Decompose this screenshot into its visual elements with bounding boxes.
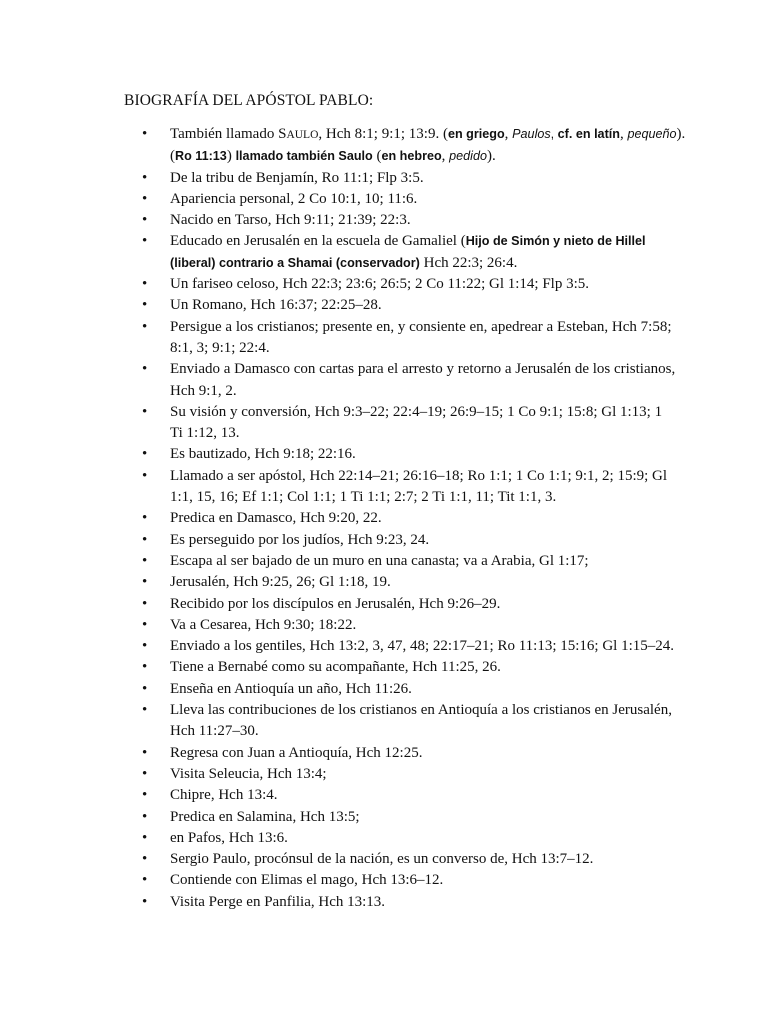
bullet-glyph: •	[142, 361, 148, 378]
bullet-item	[0, 764, 768, 785]
item-text-segment: AULO	[286, 129, 319, 141]
bullet-item	[0, 189, 768, 210]
bullet-glyph: •	[142, 787, 148, 804]
item-text-segment: Contiende con Elimas el mago, Hch 13:6–12.	[170, 872, 444, 889]
bullet-item	[0, 615, 768, 636]
bullet-item	[0, 828, 768, 849]
item-text-segment: Visita Perge en Panfilia, Hch 13:13.	[170, 893, 386, 910]
item-text-segment: (	[170, 148, 175, 165]
document-title: BIOGRAFÍA DEL APÓSTOL PABLO:	[124, 92, 374, 109]
bullet-item	[0, 274, 768, 295]
item-text-segment: Chipre, Hch 13:4.	[170, 787, 278, 804]
item-text-segment: Predica en Damasco, Hch 9:20, 22.	[170, 510, 382, 527]
bullet-item	[0, 551, 768, 572]
item-text-segment: en Pafos, Hch 13:6.	[170, 829, 288, 846]
item-text-segment: Un Romano, Hch 16:37; 22:25–28.	[170, 297, 382, 314]
item-text-segment: , Hch 8:1; 9:1; 13:9. (	[318, 126, 448, 142]
item-text-segment: Enviado a Damasco con cartas para el arresto y retorno a Jerusalén de los cristianos, Hch 9:1, 2.	[170, 361, 676, 399]
item-text-segment: ,	[550, 127, 558, 141]
bullet-glyph: •	[142, 276, 148, 293]
item-text-segment: Recibido por los discípulos en Jerusalén, Hch 9:26–29.	[170, 595, 501, 612]
item-text-segment: Escapa al ser bajado de un muro en una canasta; va a Arabia, Gl 1:17;	[170, 552, 589, 569]
bullet-item	[0, 700, 768, 743]
bullet-glyph: •	[142, 595, 148, 612]
bullet-glyph: •	[142, 552, 148, 569]
item-text-segment: )	[226, 148, 236, 165]
bullet-item	[0, 636, 768, 657]
item-text-segment: Llamado a ser apóstol, Hch 22:14–21; 26:16–18; Ro 1:1; 1 Co 1:1; 9:1, 2; 15:9; Gl	[170, 467, 668, 484]
item-text-segment: llamado también Saulo	[235, 149, 373, 164]
item-text-segment: ).	[487, 148, 496, 165]
bullet-glyph: •	[142, 403, 148, 420]
bullet-glyph: •	[142, 510, 148, 527]
bullet-item	[0, 402, 768, 445]
bullet-item	[0, 317, 768, 360]
item-text-segment: Visita Seleucia, Hch 13:4;	[170, 765, 327, 782]
item-text-segment: Va a Cesarea, Hch 9:30; 18:22.	[170, 616, 357, 633]
item-text-segment: ,	[441, 148, 450, 165]
bullet-item	[0, 594, 768, 615]
bullet-glyph: •	[142, 765, 148, 782]
item-text-segment: en hebreo	[381, 149, 442, 164]
bullet-item	[0, 679, 768, 700]
bullet-item	[0, 295, 768, 316]
item-text-segment: Su visión y conversión, Hch 9:3–22; 22:4–19; 26:9–15; 1 Co 9:1; 15:8; Gl 1:13; 1	[170, 403, 663, 420]
bullet-item	[0, 807, 768, 828]
bullet-glyph: •	[142, 893, 148, 910]
item-text-segment: Hch 22:3; 26:4.	[419, 254, 518, 271]
bullet-glyph: •	[142, 318, 148, 335]
item-text-segment: Tiene a Bernabé como su acompañante, Hch 11:25, 26.	[170, 659, 501, 676]
bullet-item	[0, 892, 768, 913]
bullet-glyph: •	[142, 702, 148, 719]
item-text-segment: ).	[676, 126, 686, 142]
bullet-item	[0, 444, 768, 465]
item-text-segment: Es perseguido por los judíos, Hch 9:23, 24.	[170, 531, 430, 548]
bullet-item	[0, 849, 768, 870]
bullet-glyph: •	[142, 659, 148, 676]
item-text-segment: Sergio Paulo, procónsul de la nación, es un converso de, Hch 13:7–12.	[170, 851, 594, 868]
bullet-glyph: •	[142, 212, 148, 229]
item-text-segment: cf. en latín	[557, 127, 620, 141]
item-text-segment: ,	[504, 126, 513, 142]
item-text-segment: Es bautizado, Hch 9:18; 22:16.	[170, 446, 356, 463]
bullet-item	[0, 530, 768, 551]
bullet-glyph: •	[142, 574, 148, 591]
item-text-segment: pequeño	[627, 127, 677, 141]
item-text-segment: De la tribu de Benjamín, Ro 11:1; Flp 3:5.	[170, 169, 424, 186]
bullet-glyph: •	[142, 680, 148, 697]
bullet-list	[0, 124, 768, 913]
bullet-glyph: •	[142, 467, 148, 484]
item-text-segment: pedido	[449, 149, 487, 164]
item-text-segment: (liberal) contrario a Shamai (conservador)	[170, 255, 420, 270]
item-text-segment: Paulos	[512, 127, 551, 141]
bullet-glyph: •	[142, 638, 148, 655]
bullet-glyph: •	[142, 126, 148, 142]
item-text-segment: También llamado S	[170, 126, 287, 142]
item-text-segment: Apariencia personal, 2 Co 10:1, 10; 11:6.	[170, 190, 418, 207]
item-text-segment: (	[372, 148, 382, 165]
bullet-item	[0, 508, 768, 529]
bullet-glyph: •	[142, 446, 148, 463]
item-text-segment: Enseña en Antioquía un año, Hch 11:26.	[170, 680, 412, 697]
bullet-item	[0, 231, 768, 274]
bullet-glyph: •	[142, 297, 148, 314]
bullet-item	[0, 359, 768, 402]
bullet-item	[0, 210, 768, 231]
bullet-item	[0, 785, 768, 806]
item-text-segment: Hijo de Simón y nieto de Hillel	[465, 234, 646, 249]
bullet-glyph: •	[142, 808, 148, 825]
item-text-segment: Ro 11:13	[175, 149, 227, 164]
item-text-segment: Ti 1:12, 13.	[170, 425, 240, 442]
bullet-glyph: •	[142, 616, 148, 633]
item-text-segment: Educado en Jerusalén en la escuela de Gamaliel (	[170, 233, 466, 250]
item-text-segment: 1:1, 15, 16; Ef 1:1; Col 1:1; 1 Ti 1:1; 2:7; 2 Ti 1:1, 11; Tit 1:1, 3.	[170, 489, 557, 506]
bullet-item	[0, 168, 768, 189]
bullet-item	[0, 124, 768, 168]
item-text-segment: Lleva las contribuciones de los cristianos en Antioquía a los cristianos en Jerusalén, Hch 11:27–30.	[170, 702, 672, 740]
bullet-item	[0, 870, 768, 891]
item-text-segment: en griego	[447, 127, 505, 141]
item-text-segment: Nacido en Tarso, Hch 9:11; 21:39; 22:3.	[170, 212, 411, 229]
bullet-item	[0, 657, 768, 678]
item-text-segment: Regresa con Juan a Antioquía, Hch 12:25.	[170, 744, 423, 761]
bullet-glyph: •	[142, 744, 148, 761]
item-text-segment: ,	[619, 126, 628, 142]
item-text-segment: Enviado a los gentiles, Hch 13:2, 3, 47, 48; 22:17–21; Ro 11:13; 15:16; Gl 1:15–24.	[170, 638, 675, 655]
bullet-item	[0, 572, 768, 593]
bullet-glyph: •	[142, 851, 148, 868]
bullet-glyph: •	[142, 872, 148, 889]
bullet-item	[0, 743, 768, 764]
item-text-segment: Jerusalén, Hch 9:25, 26; Gl 1:18, 19.	[170, 574, 391, 591]
item-text-segment: Persigue a los cristianos; presente en, y consiente en, apedrear a Esteban, Hch 7:58; 8:1, 3; 9:1; 22:4.	[170, 318, 672, 356]
item-text-segment: Un fariseo celoso, Hch 22:3; 23:6; 26:5; 2 Co 11:22; Gl 1:14; Flp 3:5.	[170, 276, 590, 293]
bullet-glyph: •	[142, 169, 148, 186]
bullet-item	[0, 466, 768, 509]
item-text-segment: Predica en Salamina, Hch 13:5;	[170, 808, 360, 825]
bullet-glyph: •	[142, 531, 148, 548]
bullet-glyph: •	[142, 233, 148, 250]
bullet-glyph: •	[142, 829, 148, 846]
bullet-glyph: •	[142, 190, 148, 207]
